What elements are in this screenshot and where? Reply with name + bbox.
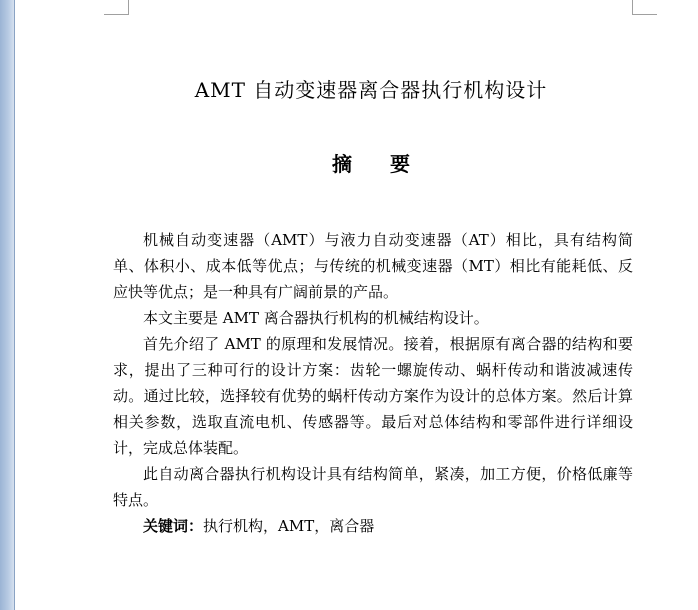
abstract-paragraph-1: 机械自动变速器（AMT）与液力自动变速器（AT）相比，具有结构简单、体积小、成本低等优点；与传统的机械变速器（MT）相比有能耗低、反应快等优点；是一种具有广阔前景的产品。 — [113, 231, 633, 301]
abstract-heading-char-1: 摘 — [332, 152, 352, 176]
abstract-paragraph-3: 首先介绍了 AMT 的原理和发展情况。接着，根据原有离合器的结构和要求，提出了三种可行的设计方案：齿轮一螺旋传动、蜗杆传动和谐波减速传动。通过比较，选择较有优势的蜗杆传动方案作为设计的总体方案。然后计算相关参数，选取直流电机、传感器等。最后对总体结构和零部件进行详细设计，完成总体装配。 — [113, 335, 633, 457]
margin-corner-mark-right — [632, 0, 657, 15]
abstract-paragraph-4: 此自动离合器执行机构设计具有结构简单，紧凑，加工方便，价格低廉等特点。 — [113, 465, 633, 509]
keywords-label: 关键词： — [143, 517, 204, 535]
margin-corner-mark-left — [104, 0, 129, 15]
keywords-value: 执行机构，AMT，离合器 — [203, 517, 375, 535]
document-title: AMT 自动变速器离合器执行机构设计 — [194, 78, 548, 102]
abstract-heading-char-2: 要 — [390, 152, 410, 176]
left-navigation-pane — [0, 0, 15, 610]
keywords-line — [113, 513, 633, 539]
abstract-paragraph-2: 本文主要是 AMT 离合器执行机构的机械结构设计。 — [143, 309, 489, 327]
abstract-heading — [15, 148, 698, 177]
abstract-body — [113, 227, 633, 539]
